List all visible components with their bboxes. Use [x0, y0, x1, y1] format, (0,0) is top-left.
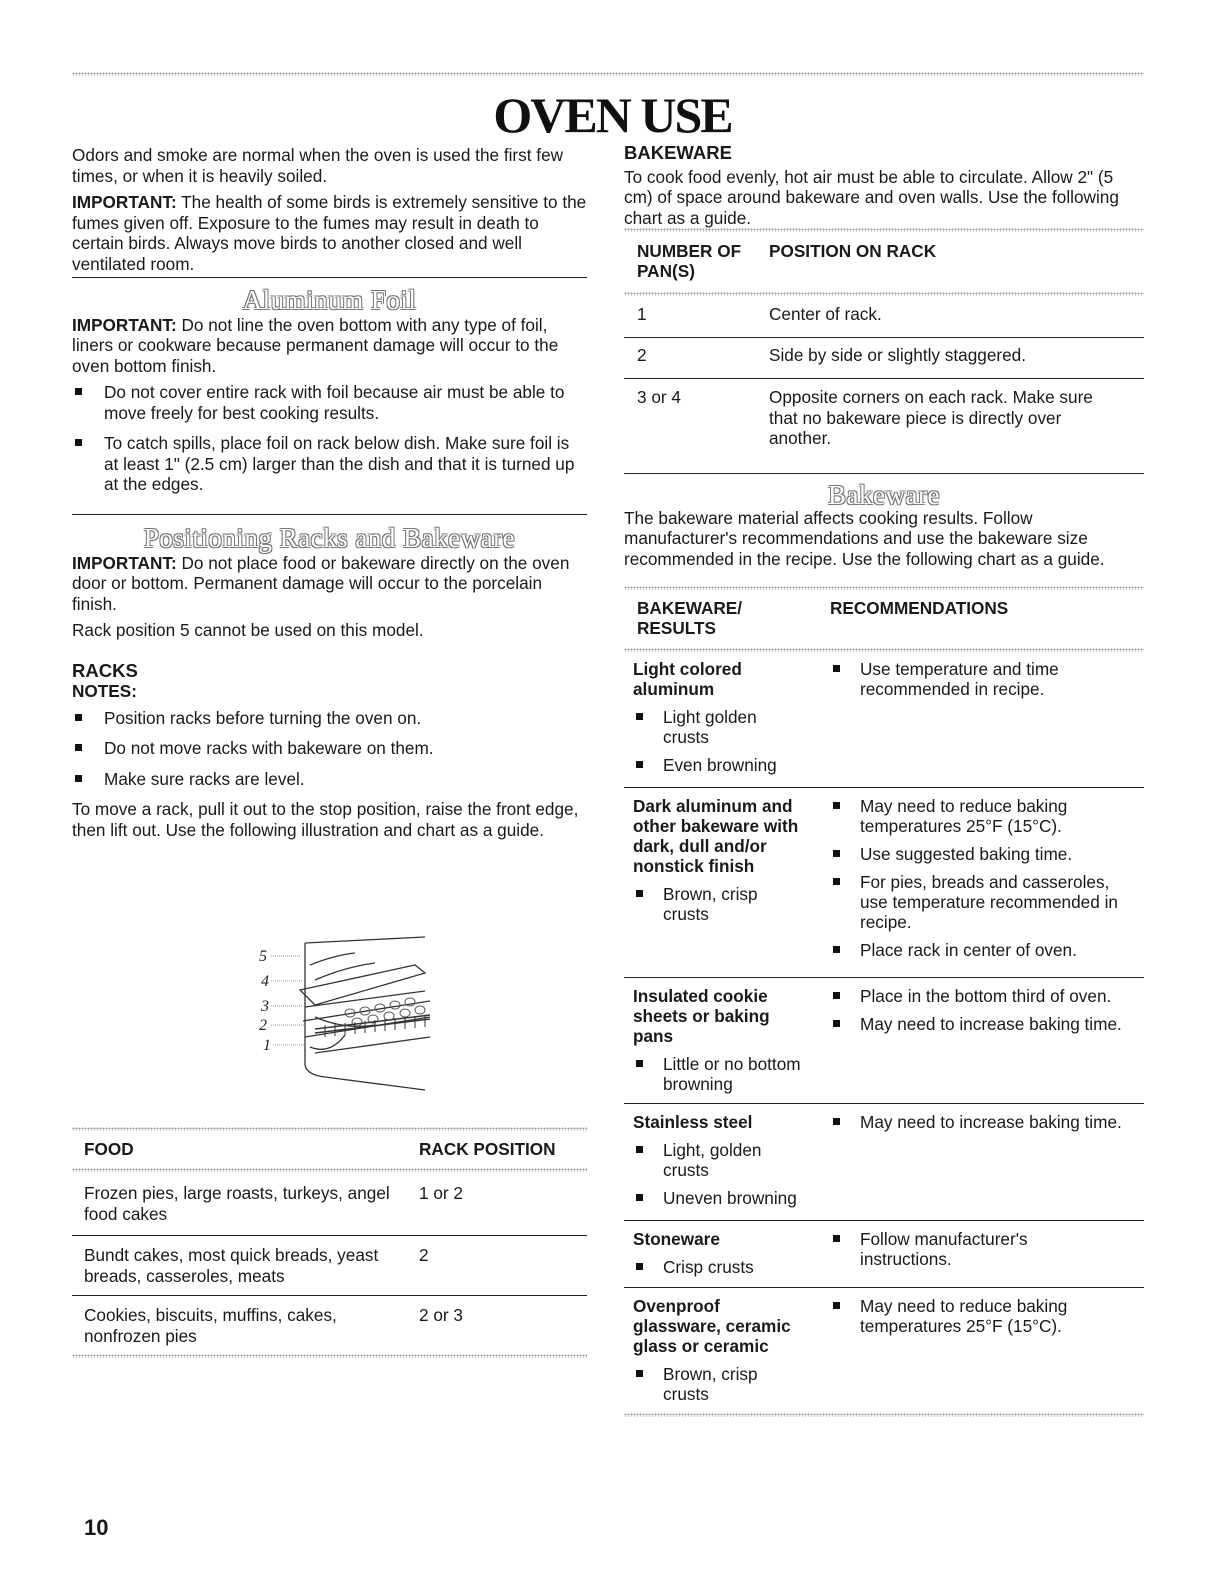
table-row-divider	[624, 337, 1144, 338]
page-number: 10	[84, 1515, 109, 1540]
list-item: Uneven browning	[633, 1188, 813, 1208]
results-list	[633, 1257, 813, 1277]
bakeware-name: Stainless steel	[633, 1112, 753, 1132]
list-item: Make sure racks are level.	[72, 769, 587, 790]
list-item: For pies, breads and casseroles, use temperature recommended in recipe.	[830, 872, 1130, 932]
list-item: Little or no bottom browning	[633, 1054, 813, 1094]
table-row-divider	[624, 1287, 1144, 1288]
notes-label: NOTES:	[72, 681, 137, 701]
table-row-divider	[72, 1235, 587, 1236]
table-row	[633, 796, 813, 932]
table-row-divider	[624, 1220, 1144, 1221]
table-row	[633, 1296, 813, 1412]
table-top-border	[624, 586, 1144, 590]
table-row-divider	[624, 378, 1144, 379]
bakeware-heading: BAKEWARE	[624, 142, 732, 163]
recommendations-cell	[830, 796, 1130, 968]
table-header-border	[72, 1168, 587, 1172]
table-header-rack-position: RACK POSITION	[419, 1139, 556, 1159]
table-cell-pans: 1	[637, 304, 647, 324]
bakeware-text: To cook food evenly, hot air must be able to circulate. Allow 2" (5 cm) of space around bakeware and oven walls. Use the following chart as a guide.	[624, 166, 1119, 228]
table-cell-food: Cookies, biscuits, muffins, cakes, nonfrozen pies	[84, 1305, 337, 1346]
bakeware-section	[624, 480, 1144, 575]
list-item: Light golden crusts	[633, 707, 763, 747]
list-item: May need to reduce baking temperatures 25°F (15°C).	[830, 796, 1090, 836]
list-item: Even browning	[633, 755, 813, 775]
results-list	[633, 1364, 813, 1404]
recommendations-cell	[830, 986, 1140, 1042]
section-divider	[624, 473, 1144, 474]
table-bottom-border	[624, 1413, 1144, 1417]
rack-label: 2	[259, 1017, 267, 1034]
recommendations-cell	[830, 1296, 1130, 1344]
table-header-border	[624, 648, 1144, 652]
table-cell-pans: 2	[637, 345, 647, 365]
intro-important: IMPORTANT: The health of some birds is extremely sensitive to the fumes given off. Exposure to the fumes may result in death to certain birds. Always move birds to another closed and well ventilated room.	[72, 192, 587, 274]
notes-list	[72, 708, 587, 790]
table-cell-position: Center of rack.	[769, 304, 882, 324]
list-item: Do not cover entire rack with foil because air must be able to move freely for best cooking results.	[72, 382, 587, 423]
list-item: May need to increase baking time.	[830, 1014, 1140, 1034]
table-bottom-border	[72, 1354, 587, 1358]
list-item: To catch spills, place foil on rack below dish. Make sure foil is at least 1" (2.5 cm) larger than the dish and that it is turned up at the edges.	[72, 433, 587, 495]
recommendations-list	[830, 1296, 1130, 1336]
bakeware-name: Stoneware	[633, 1229, 720, 1249]
bakeware-section-text: The bakeware material affects cooking results. Follow manufacturer's recommendations and use the bakeware size recommended in the recipe. Use the following chart as a guide.	[624, 507, 1105, 569]
list-item: Position racks before turning the oven on.	[72, 708, 587, 729]
recommendations-list	[830, 986, 1140, 1034]
page-title: OVEN USE	[493, 87, 732, 143]
intro-section	[72, 145, 587, 280]
recommendations-cell	[830, 1229, 1140, 1277]
list-item: Place in the bottom third of oven.	[830, 986, 1140, 1006]
table-row-divider	[624, 787, 1144, 788]
table-header-food: FOOD	[84, 1139, 134, 1159]
bakeware-name: Dark aluminum and other bakeware with dark, dull and/or nonstick finish	[633, 796, 799, 876]
recommendations-cell	[830, 1112, 1140, 1140]
table-cell-pans: 3 or 4	[637, 387, 681, 407]
table-cell-position: Side by side or slightly staggered.	[769, 345, 1026, 365]
list-item: May need to reduce baking temperatures 25°F (15°C).	[830, 1296, 1090, 1336]
recommendations-list	[830, 659, 1130, 699]
table-header-position: POSITION ON RACK	[769, 241, 937, 261]
recommendations-list	[830, 1112, 1140, 1132]
table-cell-position: Opposite corners on each rack. Make sure that no bakeware piece is directly over another.	[769, 387, 1093, 448]
results-list	[633, 1140, 813, 1208]
oven-rack-illustration	[255, 925, 435, 1095]
table-top-border	[624, 228, 1144, 232]
table-cell-position: 2 or 3	[419, 1305, 463, 1325]
results-list	[633, 884, 813, 924]
table-header-pans: NUMBER OF PAN(S)	[637, 241, 742, 281]
section-divider	[72, 514, 587, 515]
rack-label: 5	[259, 948, 267, 965]
list-item: Follow manufacturer's instructions.	[830, 1229, 1040, 1269]
table-row-divider	[624, 1103, 1144, 1104]
table-row-divider	[72, 1295, 587, 1296]
top-dotted-rule	[72, 72, 1144, 76]
list-item: Brown, crisp crusts	[633, 884, 763, 924]
rack-instructions: To move a rack, pull it out to the stop position, raise the front edge, then lift out. Use the following illustration and chart as a guide.	[72, 799, 579, 840]
racks-heading: RACKS	[72, 659, 138, 681]
list-item: Place rack in center of oven.	[830, 940, 1130, 960]
table-header-recommendations: RECOMMENDATIONS	[830, 598, 1009, 618]
list-item: May need to increase baking time.	[830, 1112, 1140, 1132]
table-cell-position: 2	[419, 1245, 429, 1265]
list-item: Do not move racks with bakeware on them.	[72, 738, 587, 759]
table-cell-position: 1 or 2	[419, 1183, 463, 1203]
rack-label: 1	[263, 1037, 271, 1054]
rack-note: Rack position 5 cannot be used on this model.	[72, 620, 424, 640]
recommendations-cell	[830, 659, 1130, 707]
table-cell-food: Frozen pies, large roasts, turkeys, angel food cakes	[84, 1183, 390, 1224]
table-row-divider	[624, 977, 1144, 978]
rack-label: 3	[261, 998, 269, 1015]
section-divider	[72, 277, 587, 278]
list-item: Crisp crusts	[633, 1257, 813, 1277]
list-item: Use suggested baking time.	[830, 844, 1130, 864]
table-row	[633, 986, 813, 1102]
list-item: Use temperature and time recommended in recipe.	[830, 659, 1060, 699]
rack-label: 4	[261, 973, 269, 990]
positioning-section	[72, 523, 587, 846]
intro-text: Odors and smoke are normal when the oven is used the first few times, or when it is heavily soiled.	[72, 145, 564, 186]
table-cell-food: Bundt cakes, most quick breads, yeast breads, casseroles, meats	[84, 1245, 379, 1286]
bakeware-name: Ovenproof glassware, ceramic glass or ceramic	[633, 1296, 791, 1356]
results-list	[633, 1054, 813, 1094]
table-header-border	[624, 292, 1144, 296]
table-row	[633, 1112, 813, 1216]
positioning-important: IMPORTANT: Do not place food or bakeware directly on the oven door or bottom. Permanent damage will occur to the porcelain finish.	[72, 552, 570, 614]
positioning-heading: Positioning Racks and Bakeware	[143, 523, 516, 553]
list-item: Brown, crisp crusts	[633, 1364, 763, 1404]
list-item: Light, golden crusts	[633, 1140, 763, 1180]
foil-important: IMPORTANT: Do not line the oven bottom with any type of foil, liners or cookware because permanent damage will occur to the oven bottom finish.	[72, 314, 559, 376]
table-row	[633, 659, 813, 783]
recommendations-list	[830, 796, 1130, 960]
results-list	[633, 707, 813, 775]
aluminum-foil-heading: Aluminum Foil	[242, 285, 417, 315]
bakeware-section-heading: Bakeware	[828, 480, 940, 510]
aluminum-foil-section	[72, 285, 587, 505]
bakeware-name: Insulated cookie sheets or baking pans	[633, 986, 770, 1046]
table-header-bakeware: BAKEWARE/ RESULTS	[637, 598, 743, 638]
recommendations-list	[830, 1229, 1140, 1269]
table-top-border	[72, 1127, 587, 1131]
foil-bullet-list	[72, 382, 587, 495]
bakeware-intro-section	[624, 143, 1144, 234]
bakeware-name: Light colored aluminum	[633, 659, 742, 699]
table-row	[633, 1229, 813, 1285]
